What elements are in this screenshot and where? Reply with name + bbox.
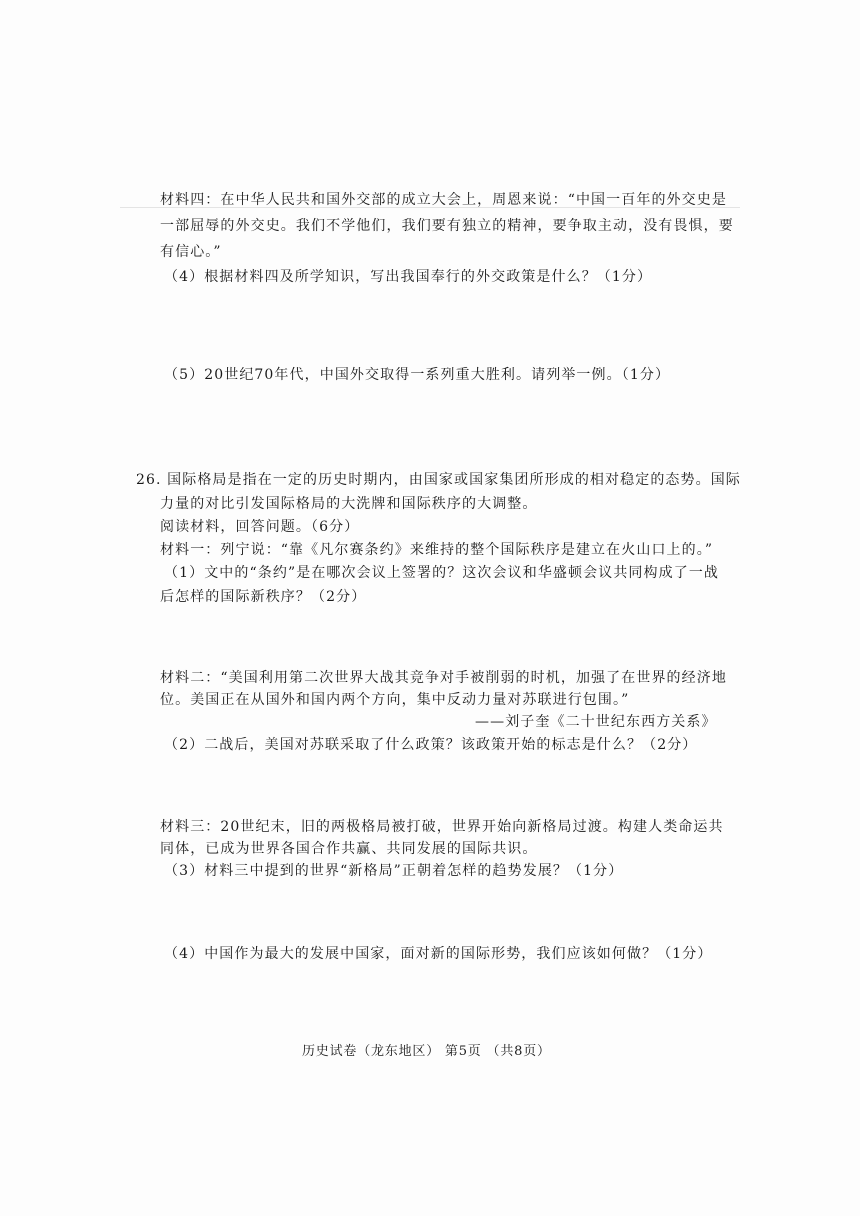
material2-source: ——刘子奎《二十世纪东西方关系》 [475, 714, 717, 730]
material3-line-1: 材料三：20世纪末，旧的两极格局被打破，世界开始向新格局过渡。构建人类命运共 [160, 819, 724, 835]
question-5-prompt: （5）20世纪70年代，中国外交取得一系列重大胜利。请列举一例。（1分） [164, 367, 671, 383]
material4-line-3: 有信心。” [160, 244, 222, 260]
q26-1-line-2: 后怎样的国际新秩序？（2分） [160, 589, 367, 605]
material2-line-2: 位。美国正在从国外和国内两个方向，集中反动力量对苏联进行包围。” [160, 692, 630, 708]
page-footer: 历史试卷（龙东地区） 第5页 （共8页） [302, 1044, 551, 1059]
material3-line-2: 同体，已成为世界各国合作共赢、共同发展的国际共识。 [160, 841, 538, 857]
material4-line-1: 材料四：在中华人民共和国外交部的成立大会上，周恩来说：“中国一百年的外交史是 [160, 192, 727, 208]
q26-intro-line-1: 26. 国际格局是指在一定的历史时期内，由国家或国家集团所形成的相对稳定的态势。国际 [136, 472, 741, 488]
question-4-prompt: （4）根据材料四及所学知识，写出我国奉行的外交政策是什么？（1分） [164, 269, 653, 285]
q26-1-line-1: （1）文中的“条约”是在哪次会议上签署的？这次会议和华盛顿会议共同构成了一战 [164, 565, 720, 581]
q26-4-prompt: （4）中国作为最大的发展中国家，面对新的国际形势，我们应该如何做？（1分） [164, 946, 713, 962]
q26-intro-line-3: 阅读材料，回答问题。（6分） [160, 519, 360, 535]
material2-line-1: 材料二：“美国利用第二次世界大战其竞争对手被削弱的时机，加强了在世界的经济地 [160, 670, 727, 686]
q26-3-prompt: （3）材料三中提到的世界“新格局”正朝着怎样的趋势发展？（1分） [164, 863, 624, 879]
q26-2-prompt: （2）二战后，美国对苏联采取了什么政策？该政策开始的标志是什么？（2分） [164, 737, 698, 753]
material1-text: 材料一：列宁说：“靠《凡尔赛条约》来维持的整个国际秩序是建立在火山口上的。” [160, 542, 714, 558]
q26-intro-line-2: 力量的对比引发国际格局的大洗牌和国际秩序的大调整。 [160, 496, 538, 512]
material4-line-2: 一部屈辱的外交史。我们不学他们，我们要有独立的精神，要争取主动，没有畏惧，要 [160, 218, 734, 234]
